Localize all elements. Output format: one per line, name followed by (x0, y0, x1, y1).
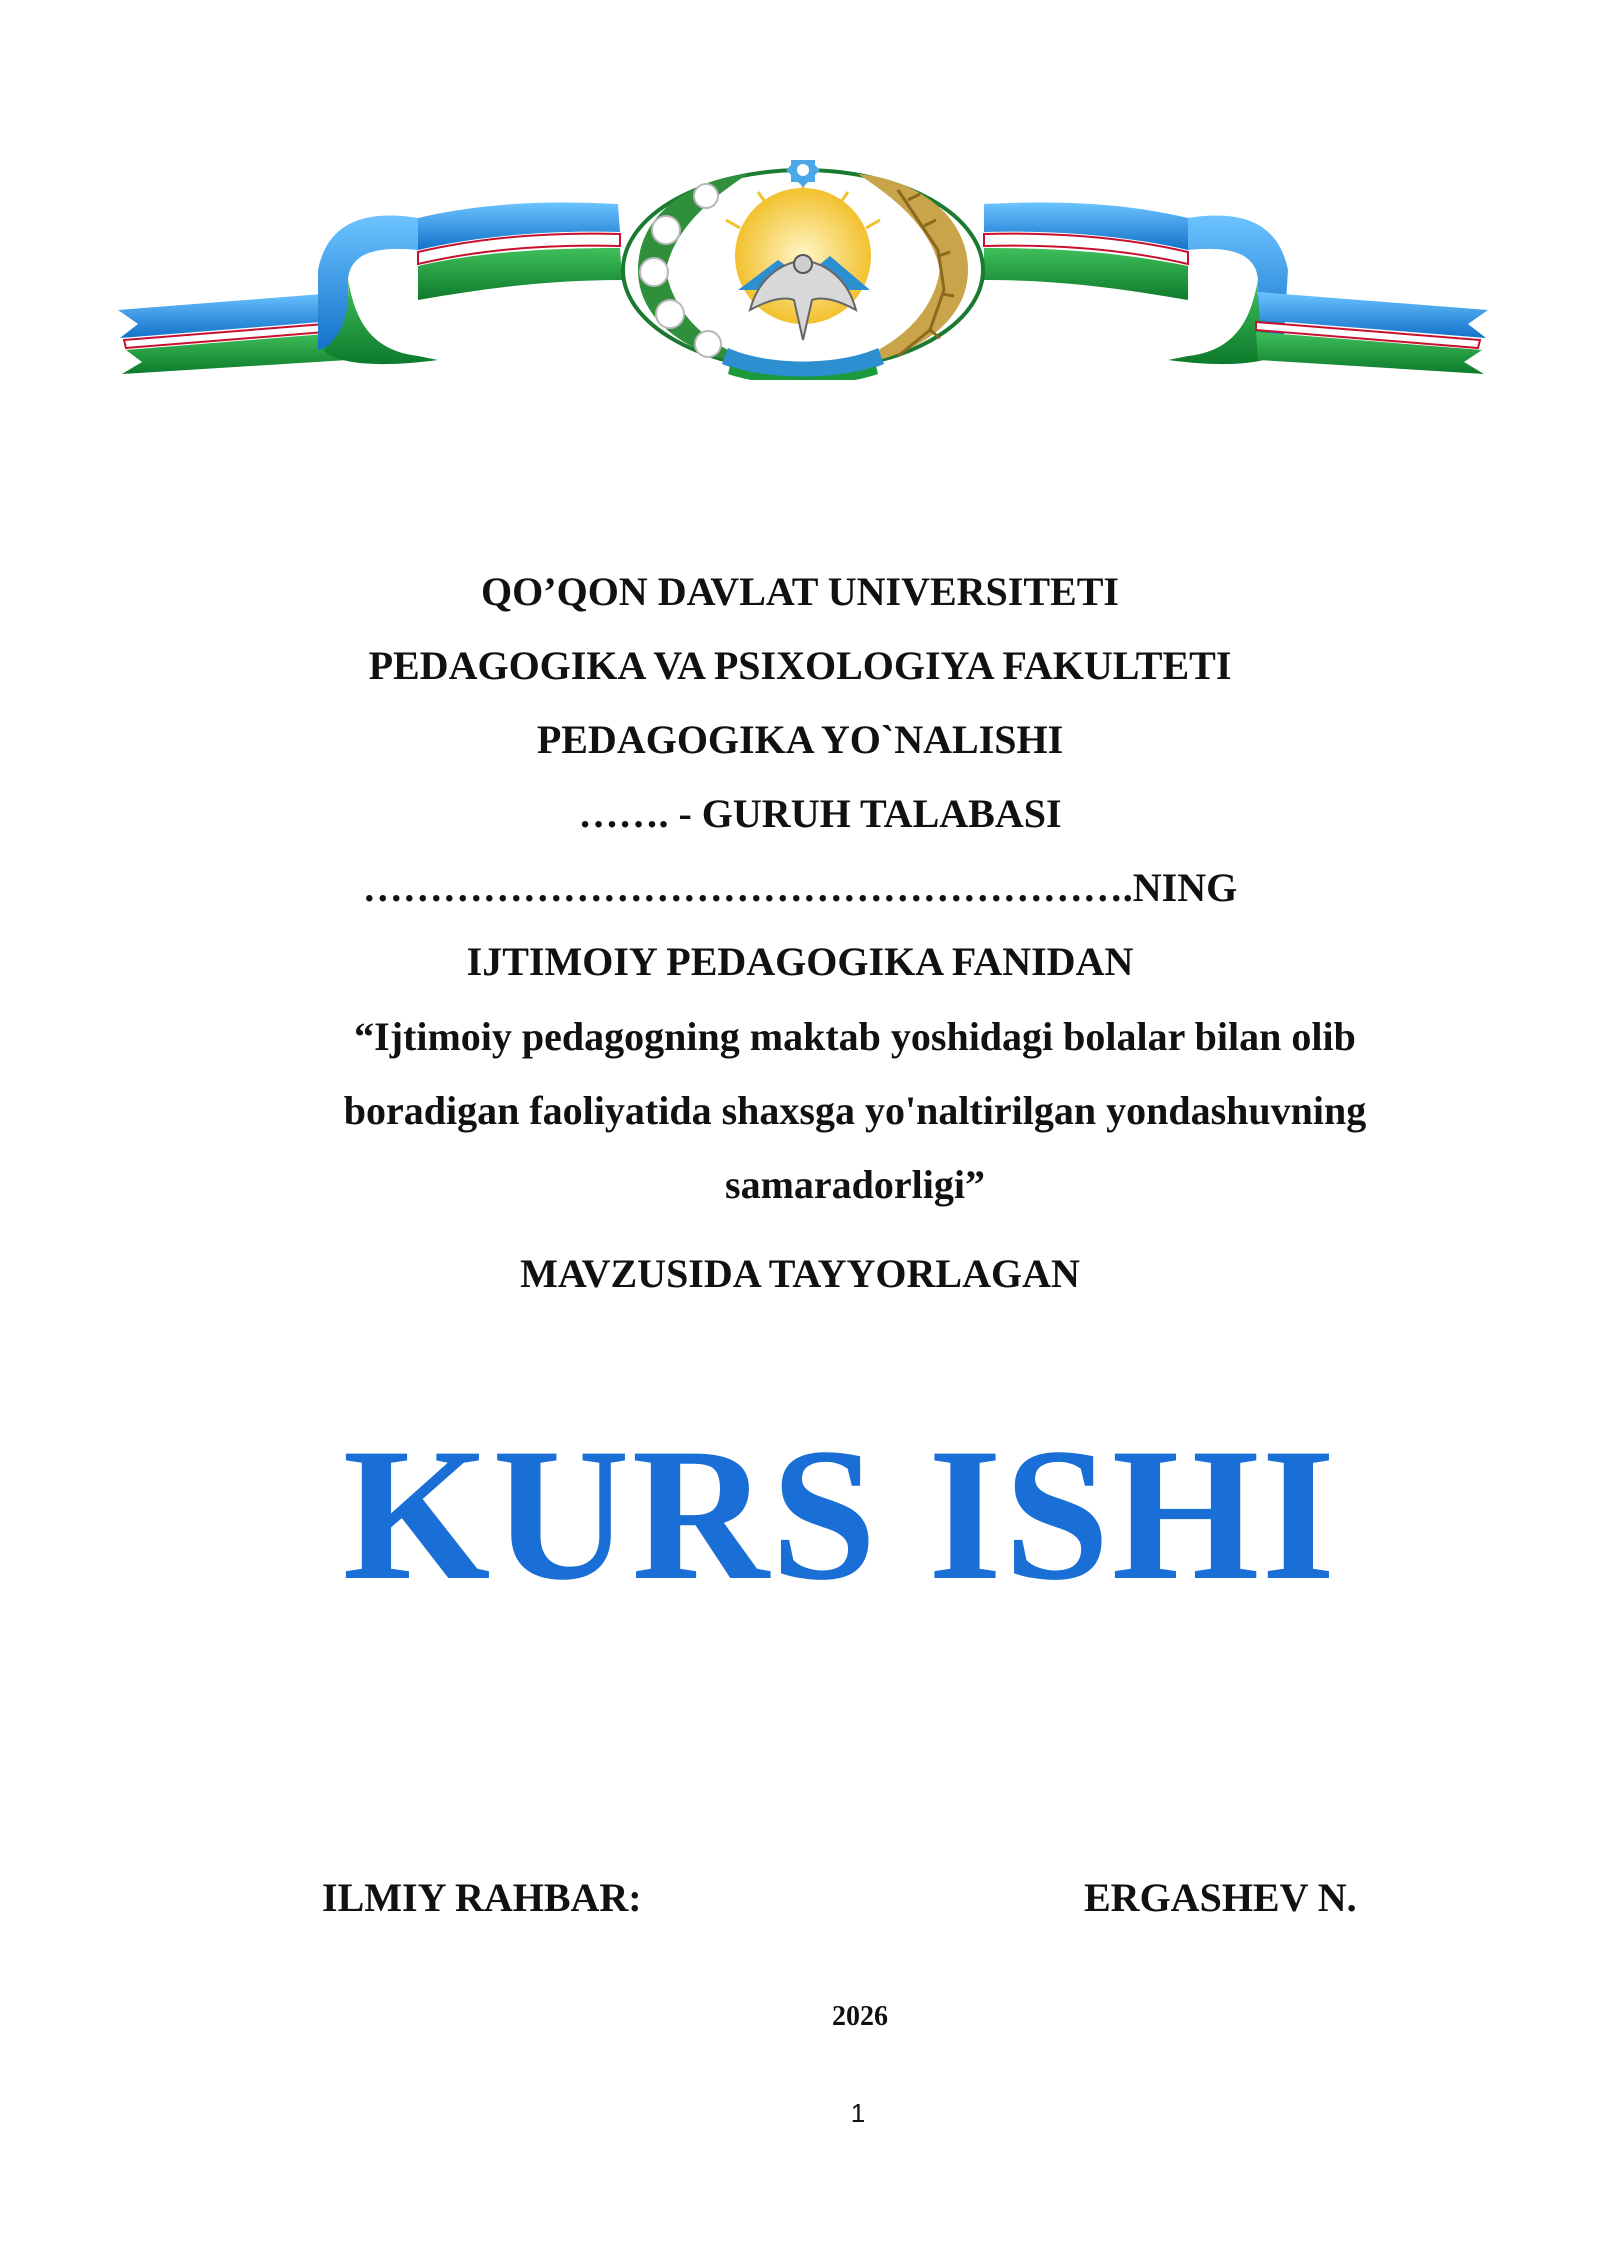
topic-block (290, 1000, 1420, 1222)
left-ribbon (118, 203, 622, 374)
right-ribbon (984, 203, 1488, 374)
direction-name: PEDAGOGIKA YO`NALISHI (536, 717, 1064, 762)
topic-line-2: boradigan faoliyatida shaxsga yo'naltirilgan yondashuvning (343, 1088, 1367, 1133)
topic-line-3: samaradorligi” (725, 1162, 985, 1207)
university-name: QO’QON DAVLAT UNIVERSITETI (481, 569, 1119, 614)
subject-line: IJTIMOIY PEDAGOGIKA FANIDAN (466, 939, 1134, 984)
supervisor-name: ERGASHEV N. (1084, 1875, 1357, 1920)
prepared-label: MAVZUSIDA TAYYORLAGAN (520, 1251, 1080, 1296)
page-number: 1 (850, 2098, 866, 2128)
student-line: ………………………………………………….NING (362, 865, 1238, 910)
group-line: ……. - GURUH TALABASI (578, 791, 1062, 836)
faculty-name: PEDAGOGIKA VA PSIXOLOGIYA FAKULTETI (368, 643, 1232, 688)
topic-line-1: “Ijtimoiy pedagogning maktab yoshidagi bolalar bilan olib (354, 1014, 1356, 1059)
emblem-with-flag-ribbon-icon (118, 160, 1488, 380)
state-emblem (623, 160, 983, 380)
year: 2026 (832, 2001, 888, 2032)
supervisor-label: ILMIY RAHBAR: (322, 1875, 642, 1920)
document-title: KURS ISHI (342, 1410, 1338, 1620)
